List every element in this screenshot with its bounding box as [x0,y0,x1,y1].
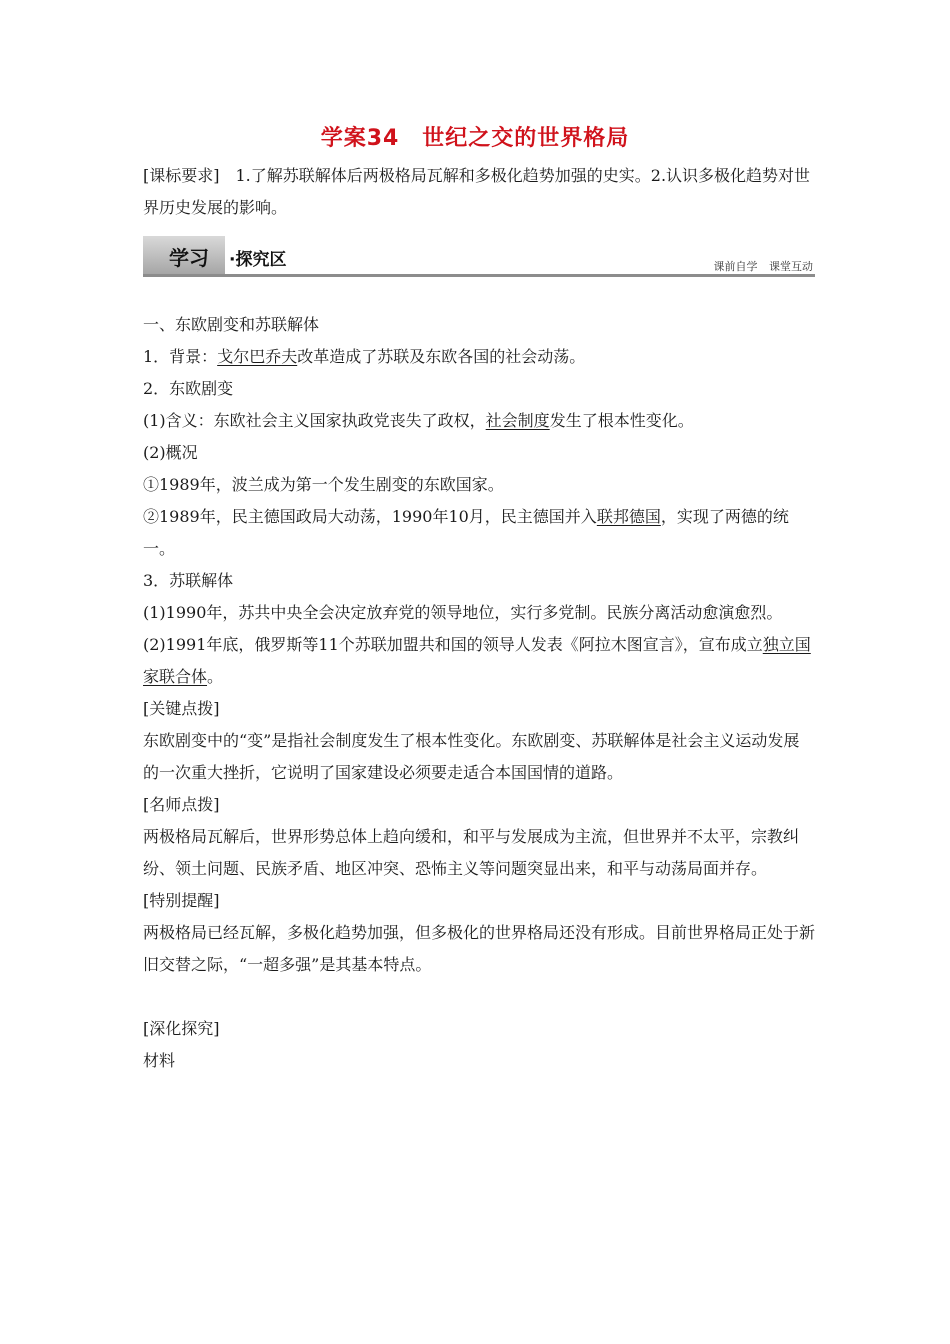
deep-inquiry-tag: [深化探究] [143,1019,220,1038]
special-reminder-text: 两极格局已经瓦解，多极化趋势加强，但多极化的世界格局还没有形成。目前世界格局正处于新旧交替之际，“一超多强”是其基本特点。 [143,923,816,974]
section-banner [143,236,815,278]
material-label: 材料 [143,1051,176,1070]
text-prefix: (1)含义：东欧社会主义国家执政党丧失了政权， [143,411,486,430]
special-reminder-tag: [特别提醒] [143,891,220,910]
teacher-tips-tag: [名师点拨] [143,795,220,814]
blank-answer: 社会制度 [485,411,550,430]
banner-main-label: 学习 [169,246,209,270]
key-points-text: 东欧剧变中的“变”是指社会制度发生了根本性变化。东欧剧变、苏联解体是社会主义运动发展的一次重大挫折，它说明了国家建设必须要走适合本国国情的道路。 [143,731,800,782]
poland-paragraph: ①1989年，波兰成为第一个发生剧变的东欧国家。 [143,475,504,494]
requirement-tag: [课标要求] [143,166,220,185]
meaning-paragraph [143,405,815,437]
text-prefix: (2)1991年底，俄罗斯等11个苏联加盟共和国的领导人发表《阿拉木图宣言》，宣布成立 [143,635,763,654]
ussr-1991-paragraph [143,629,815,693]
ussr-1990-paragraph: (1)1990年，苏共中央全会决定放弃党的领导地位，实行多党制。民族分离活动愈演愈烈。 [143,603,783,622]
text-prefix: 1．背景： [143,347,218,366]
spacer [143,981,815,1013]
text-suffix: 发生了根本性变化。 [549,411,694,430]
blank-answer: 联邦德国 [596,507,661,526]
banner-divider [143,274,815,277]
subheading-east-europe: 2．东欧剧变 [143,379,234,398]
requirement-text: 1.了解苏联解体后两极格局瓦解和多极化趋势加强的史实。2.认识多极化趋势对世界历史发展的影响。 [143,166,811,217]
text-suffix: 。 [207,667,224,686]
text-suffix: 改革造成了苏联及东欧各国的社会动荡。 [297,347,586,366]
key-points-tag: [关键点拨] [143,699,220,718]
background-paragraph [143,341,815,373]
banner-right-label: 课前自学 课堂互动 [713,260,813,273]
section-heading: 一、东欧剧变和苏联解体 [143,315,320,334]
text-suffix: ，实现了两德的统一。 [143,507,789,558]
page-title: 学案34 世纪之交的世界格局 [320,126,630,151]
curriculum-requirement [143,160,815,224]
germany-paragraph [143,501,815,565]
main-content [143,309,815,1077]
teacher-tips-text: 两极格局瓦解后，世界形势总体上趋向缓和，和平与发展成为主流，但世界并不太平，宗教纠纷、领土问题、民族矛盾、地区冲突、恐怖主义等问题突显出来，和平与动荡局面并存。 [143,827,800,878]
overview-heading: (2)概况 [143,443,198,462]
subheading-ussr: 3．苏联解体 [143,571,234,590]
blank-answer: 戈尔巴乔夫 [217,347,298,366]
banner-sub-label: ·探究区 [229,250,287,270]
blank-answer: 独立国家联合体 [143,635,811,686]
text-prefix: ②1989年，民主德国政局大动荡，1990年10月，民主德国并入 [143,507,597,526]
